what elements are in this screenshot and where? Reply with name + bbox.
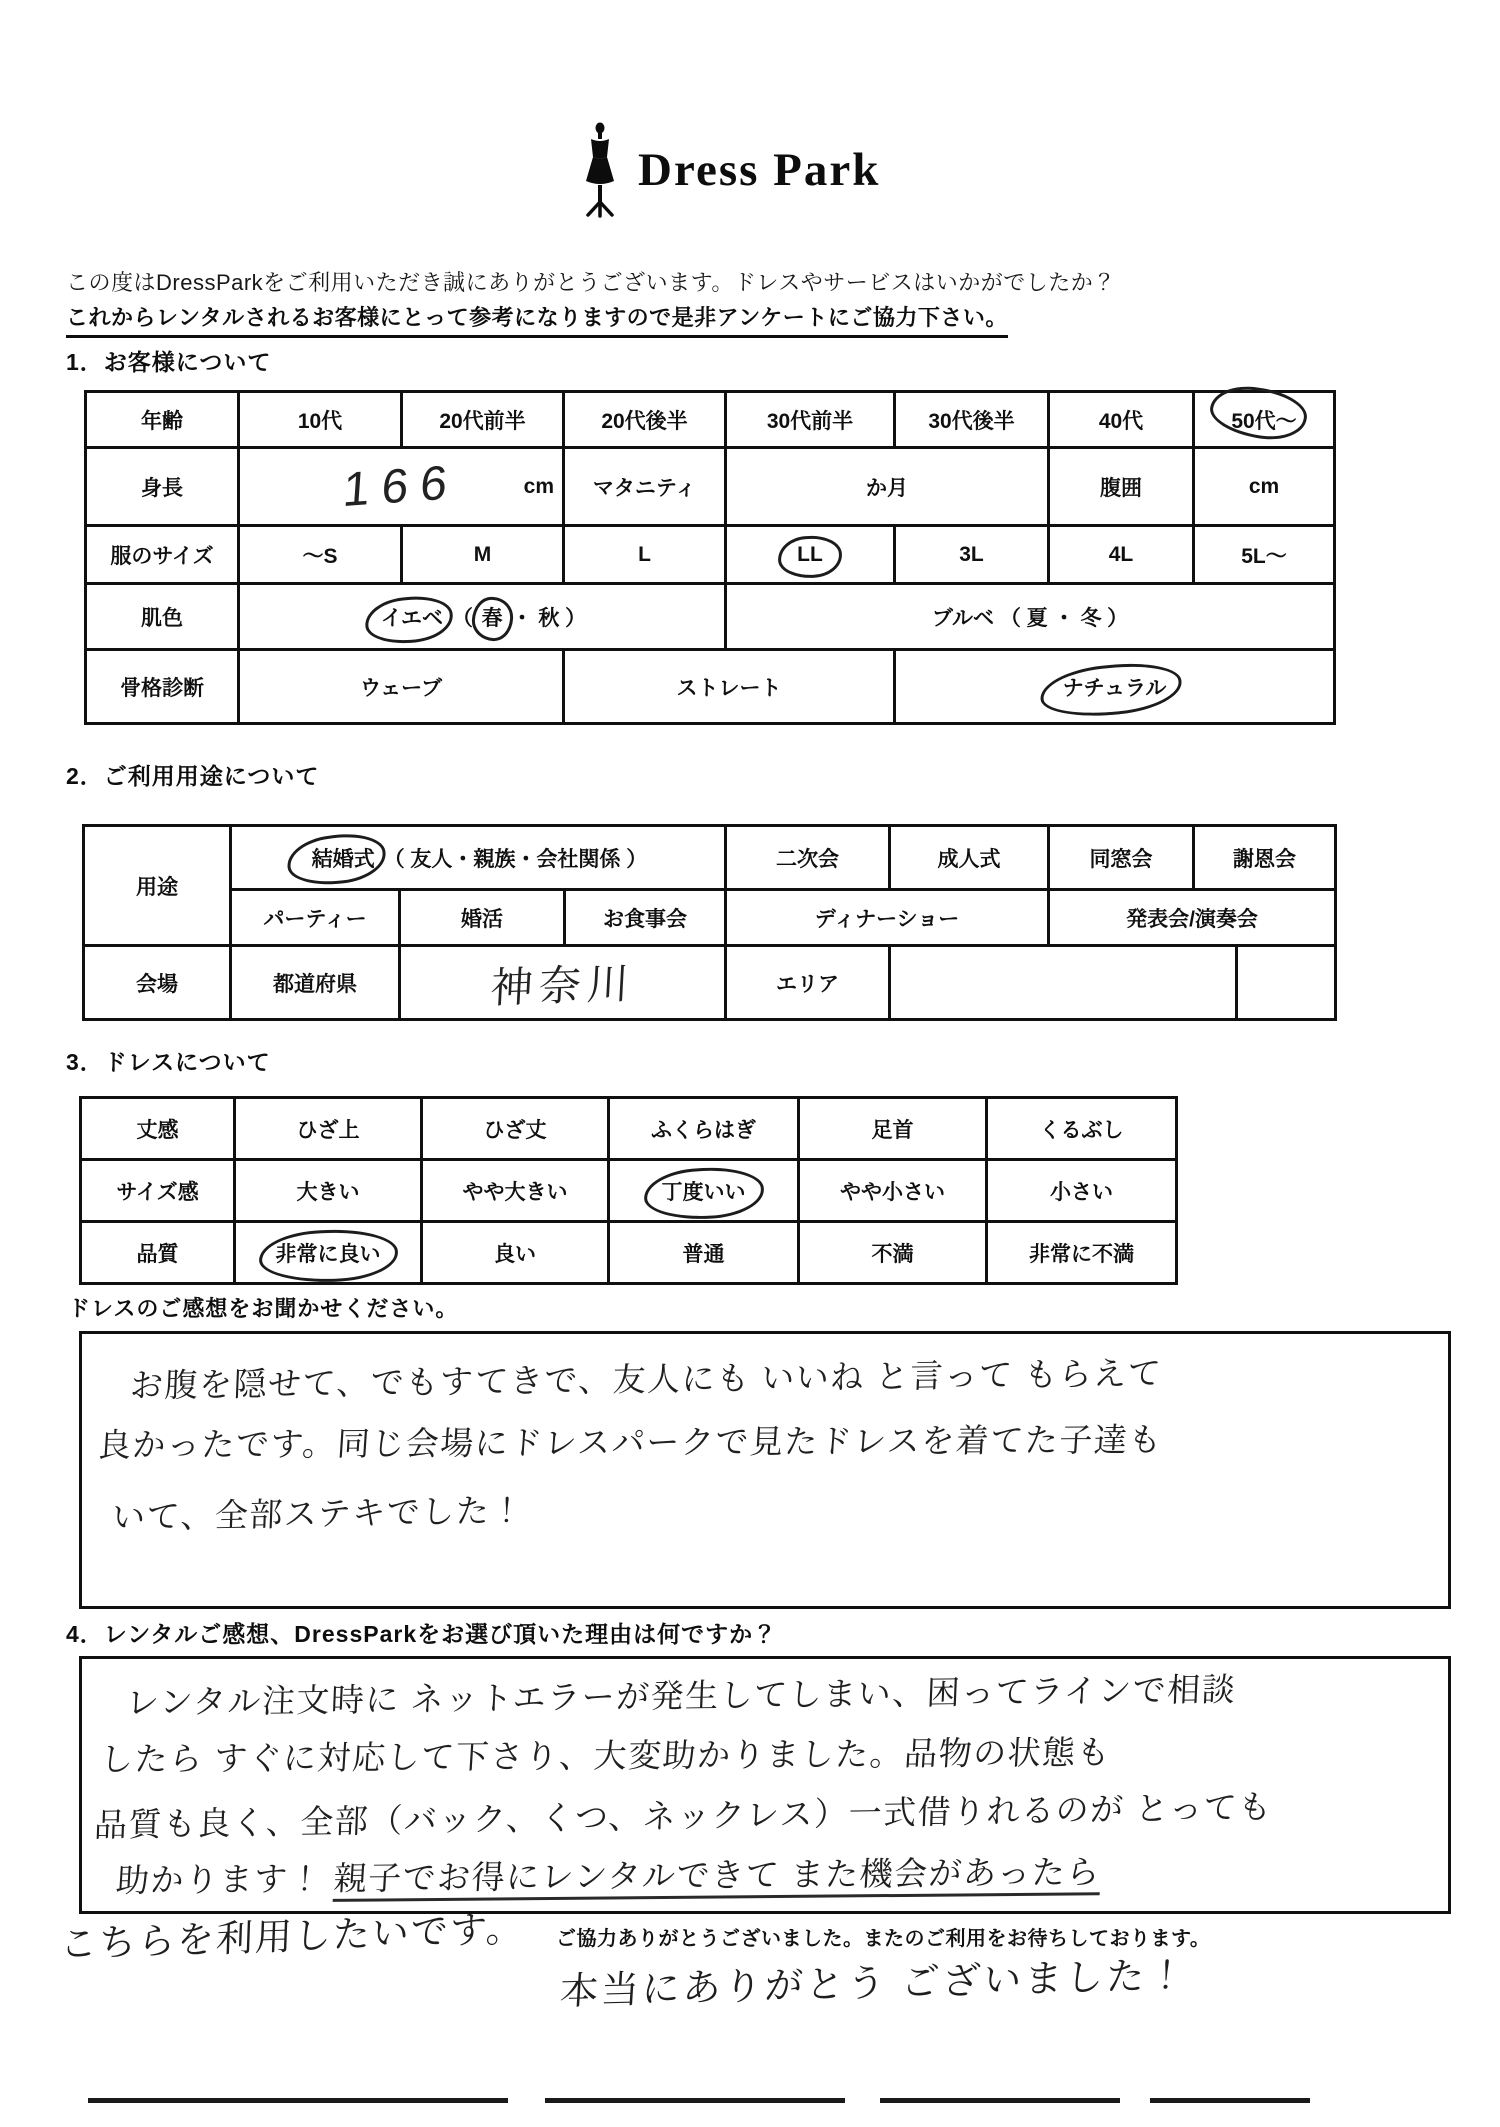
option-text: 二次会: [776, 847, 840, 871]
row-label: 身長: [141, 476, 183, 500]
option-text: パーティー: [263, 907, 367, 931]
option-text: cm: [1248, 474, 1280, 498]
option-text: 5L～: [1241, 544, 1287, 568]
selection-circle: イエベ: [378, 602, 446, 632]
option-text: 腹囲: [1100, 476, 1142, 500]
selection-circle: LL: [794, 543, 826, 567]
option-text: 20代後半: [601, 409, 688, 433]
handwritten-overflow-line: こちらを利用したいです。: [59, 1907, 526, 1966]
option-text: 足首: [871, 1118, 914, 1142]
option-text: 40代: [1098, 409, 1144, 433]
section2-title: 2．ご利用用途について: [66, 763, 320, 789]
option-cell: [895, 392, 1049, 448]
option-text: ウェーブ: [359, 676, 443, 700]
row-label: 骨格診断: [120, 676, 204, 700]
section1-title: 1．お客様について: [66, 349, 272, 375]
option-text: 都道府県: [273, 972, 357, 996]
frame-row: [86, 650, 1335, 724]
height-unit: cm: [523, 474, 554, 498]
scan-artifact-line: [88, 2098, 508, 2103]
selection-circle: 非常に良い: [273, 1238, 384, 1268]
option-text: 30代前半: [766, 409, 854, 433]
row-label: 年齢: [141, 409, 183, 433]
row-label-cell: [86, 392, 239, 448]
option-cell: [987, 1098, 1177, 1160]
option-cell: [726, 890, 1049, 946]
row-label: 丈感: [136, 1118, 179, 1142]
option-cell: [890, 826, 1049, 890]
handwritten-comment-line: いて、全部ステキでした！: [111, 1491, 526, 1536]
option-text: ・ 秋 ）: [511, 606, 587, 630]
option-cell: [1049, 826, 1194, 890]
row-label-cell: [81, 1098, 235, 1160]
option-cell: [1049, 890, 1336, 946]
option-cell: [239, 650, 564, 724]
customer-info-table: [84, 390, 1336, 725]
option-text: 普通: [682, 1242, 725, 1266]
option-text: ～S: [302, 544, 338, 568]
option-cell: [564, 650, 895, 724]
option-cell: [987, 1222, 1177, 1284]
option-cell: [422, 1160, 609, 1222]
option-text: ストレート: [676, 676, 782, 700]
footer-thanks-printed: ご協力ありがとうございました。またのご利用をお待ちしております。: [556, 1928, 1211, 1950]
handwritten-comment-line: [114, 1839, 1450, 1911]
size-row: [86, 526, 1335, 584]
selection-circle: 丁度いい: [659, 1176, 749, 1206]
handwritten-height-value: 166: [341, 455, 461, 518]
length-row: [81, 1098, 1177, 1160]
option-text: 3L: [959, 542, 984, 566]
maternity-cell: [564, 448, 726, 526]
option-cell: [726, 392, 895, 448]
option-text: ひざ丈: [483, 1118, 547, 1142]
row-label: サイズ感: [116, 1180, 199, 1204]
option-text: やや小さい: [840, 1180, 945, 1204]
handwritten-comment-line: レンタル注文時に ネットエラーが発生してしまい、困ってラインで相談: [125, 1670, 1237, 1722]
row-label-cell: [81, 1160, 235, 1222]
option-text: 大きい: [296, 1180, 360, 1204]
section4-title: 4．レンタルご感想、DressParkをお選び頂いた理由は何ですか？: [66, 1621, 778, 1647]
option-cell: [422, 1098, 609, 1160]
option-cell: [987, 1160, 1177, 1222]
row-label-cell: [84, 826, 231, 946]
option-cell: [799, 1098, 987, 1160]
option-text: 良い: [494, 1242, 536, 1266]
wedding-cell-selected: [231, 826, 726, 890]
option-text: マタニティ: [592, 476, 697, 500]
maternity-months-cell: [726, 448, 1049, 526]
dress-rating-table: [79, 1096, 1178, 1285]
selection-circle: ナチュラル: [1060, 672, 1170, 702]
option-cell: [400, 890, 565, 946]
waist-label-cell: [1049, 448, 1194, 526]
row-label: 用途: [136, 875, 178, 899]
handwritten-prefecture: 神奈川: [489, 958, 636, 1012]
purpose-row-1: [84, 826, 1336, 890]
option-text: お食事会: [603, 907, 687, 931]
option-text: 不満: [871, 1242, 914, 1266]
skin-row: [86, 584, 1335, 650]
row-label-cell: [86, 650, 239, 724]
handwritten-comment-line: したら すぐに対応して下さり、大変助かりました。品物の状態も: [98, 1733, 1113, 1778]
option-text: ひざ上: [296, 1118, 360, 1142]
option-text: 婚活: [461, 907, 503, 931]
option-cell: [895, 526, 1049, 584]
purpose-row-2: [84, 890, 1336, 946]
selection-circle: 結婚式: [309, 843, 378, 873]
height-row: [86, 448, 1335, 526]
table-gap: [1237, 946, 1336, 1020]
area-label-cell: [726, 946, 890, 1020]
age-row: [86, 392, 1335, 448]
option-text: くるぶし: [1039, 1118, 1124, 1142]
section3-title: 3．ドレスについて: [66, 1049, 271, 1075]
option-text: ブルベ （ 夏 ・ 冬 ）: [931, 606, 1129, 630]
footer-thanks-handwritten: 本当にありがとう ございました！: [558, 1954, 1190, 2014]
handwritten-comment-line: 良かったです。同じ会場にドレスパークで見たドレスを着てた子達も: [96, 1420, 1165, 1464]
handwritten-comment-line: 品質も良く、全部（バック、くつ、ネックレス）一式借りれるのが とっても: [93, 1788, 1274, 1844]
option-cell: [799, 1222, 987, 1284]
option-text: 4L: [1108, 542, 1134, 566]
row-label-cell: [84, 946, 231, 1020]
venue-row: [84, 946, 1336, 1020]
option-text: M: [473, 542, 492, 566]
option-cell: [1049, 392, 1194, 448]
scan-artifact-line: [1150, 2098, 1310, 2103]
selection-circle: 50代～: [1228, 405, 1299, 435]
option-cell: [235, 1160, 422, 1222]
option-cell: [609, 1098, 799, 1160]
height-value-cell: [239, 448, 564, 526]
brand-name: Dress Park: [638, 144, 881, 196]
rental-comment-box: [79, 1656, 1451, 1914]
option-text: 非常に不満: [1029, 1242, 1134, 1266]
option-text: （ 友人・親族・会社関係 ）: [383, 847, 648, 871]
option-text: 30代後半: [928, 409, 1015, 433]
quality-row: [81, 1222, 1177, 1284]
option-text: L: [638, 542, 651, 566]
skin-yellow-cell: [239, 584, 726, 650]
option-cell-selected: [1194, 392, 1335, 448]
option-text: エリア: [776, 972, 840, 996]
intro-line-emphasis: これからレンタルされるお客様にとって参考になりますので是非アンケートにご協力下さい。: [66, 301, 1008, 338]
option-cell: [422, 1222, 609, 1284]
option-cell-selected: [726, 526, 895, 584]
row-label-cell: [81, 1222, 235, 1284]
skin-blue-cell: [726, 584, 1335, 650]
option-cell: [609, 1222, 799, 1284]
option-cell: [1194, 826, 1336, 890]
option-text: 発表会/演奏会: [1126, 907, 1258, 931]
option-text: 20代前半: [439, 409, 526, 433]
fit-row: [81, 1160, 1177, 1222]
row-label: 肌色: [141, 606, 183, 630]
row-label: 会場: [136, 972, 178, 996]
option-cell: [1194, 526, 1335, 584]
option-cell: [564, 392, 726, 448]
option-cell: [231, 890, 400, 946]
selection-circle: 春: [479, 602, 506, 632]
waist-unit-cell: [1194, 448, 1335, 526]
prefecture-value-cell: [400, 946, 726, 1020]
option-text: ふくらはぎ: [651, 1118, 756, 1142]
option-cell: [402, 526, 564, 584]
option-cell: [239, 526, 402, 584]
option-cell: [235, 1098, 422, 1160]
dress-comment-prompt: ドレスのご感想をお聞かせください。: [68, 1296, 459, 1321]
option-text: 小さい: [1050, 1180, 1113, 1204]
row-label-cell: [86, 584, 239, 650]
option-cell: [564, 526, 726, 584]
scan-artifact-line: [880, 2098, 1120, 2103]
option-cell: [565, 890, 726, 946]
dress-form-icon: [578, 122, 622, 218]
handwritten-text: 助かります！: [114, 1859, 335, 1899]
usage-table: [82, 824, 1337, 1021]
logo: [578, 122, 880, 218]
row-label: 品質: [136, 1242, 179, 1266]
option-cell-selected: [235, 1222, 422, 1284]
option-text: ディナーショー: [814, 907, 960, 931]
scan-artifact-line: [545, 2098, 845, 2103]
option-text: 10代: [297, 409, 343, 433]
row-label-cell: [86, 448, 239, 526]
option-cell-selected: [895, 650, 1335, 724]
row-label-cell: [86, 526, 239, 584]
option-text: 成人式: [937, 847, 1001, 871]
option-cell-selected: [609, 1160, 799, 1222]
intro-line: この度はDressParkをご利用いただき誠にありがとうございます。ドレスやサービスはいかがでしたか？: [66, 270, 1116, 295]
option-cell: [799, 1160, 987, 1222]
handwritten-underlined-text: 親子でお得にレンタルできて また機会があったら: [332, 1853, 1102, 1902]
option-cell: [402, 392, 564, 448]
option-text: やや大きい: [462, 1180, 568, 1204]
dress-comment-box: [79, 1331, 1451, 1609]
area-value-cell: [890, 946, 1237, 1020]
option-text: 同窓会: [1089, 847, 1153, 871]
option-cell: [239, 392, 402, 448]
option-cell: [1049, 526, 1194, 584]
option-text: （: [451, 606, 473, 630]
option-text: か月: [866, 476, 908, 500]
prefecture-label-cell: [231, 946, 400, 1020]
option-text: 謝恩会: [1233, 847, 1297, 871]
handwritten-comment-line: お腹を隠せて、でもすてきで、友人にも いいね と言って もらえて: [129, 1354, 1163, 1405]
option-cell: [726, 826, 890, 890]
row-label: 服のサイズ: [110, 544, 214, 568]
